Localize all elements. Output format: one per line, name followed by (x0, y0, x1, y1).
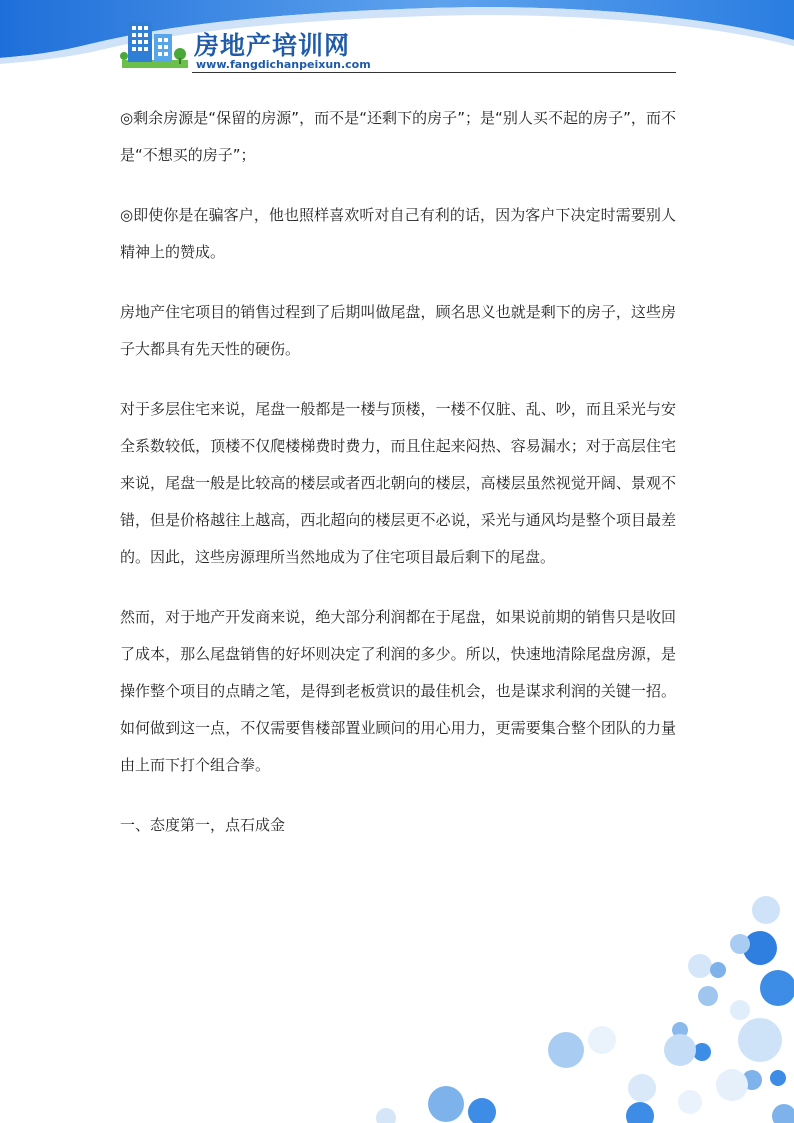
paragraph: 然而，对于地产开发商来说，绝大部分利润都在于尾盘，如果说前期的销售只是收回了成本，那么尾盘销售的好坏则决定了利润的多少。所以，快速地清除尾盘房源，是操作整个项目的点睛之笔，是得到老板赏识的最佳机会，也是谋求利润的关键一招。如何做到这一点，不仅需要售楼部置业顾问的用心用力，更需要集合整个团队的力量由上而下打个组合拳。 (120, 608, 676, 774)
bubble-decoration (360, 880, 794, 1123)
header-divider (192, 72, 676, 73)
article-body (120, 100, 676, 867)
site-logo[interactable] (118, 16, 378, 76)
paragraph: 对于多层住宅来说，尾盘一般都是一楼与顶楼，一楼不仅脏、乱、吵，而且采光与安全系数较低，顶楼不仅爬楼梯费时费力，而且住起来闷热、容易漏水；对于高层住宅来说，尾盘一般是比较高的楼层或者西北朝向的楼层，高楼层虽然视觉开阔、景观不错，但是价格越往上越高，西北超向的楼层更不必说，采光与通风均是整个项目最差的。因此，这些房源理所当然地成为了住宅项目最后剩下的尾盘。 (120, 400, 676, 566)
building-logo-icon (118, 16, 190, 72)
section-heading: 一、态度第一，点石成金 (120, 816, 286, 834)
paragraph: 房地产住宅项目的销售过程到了后期叫做尾盘，顾名思义也就是剩下的房子，这些房子大都具有先天性的硬伤。 (120, 303, 676, 358)
paragraph: ◎剩余房源是“保留的房源”，而不是“还剩下的房子”；是“别人买不起的房子”，而不是“不想买的房子”； (120, 109, 676, 164)
logo-url[interactable]: www.fangdichanpeixun.com (196, 58, 371, 71)
paragraph: ◎即使你是在骗客户，他也照样喜欢听对自己有利的话，因为客户下决定时需要别人精神上的赞成。 (120, 206, 676, 261)
logo-title: 房地产培训网 (194, 31, 351, 60)
